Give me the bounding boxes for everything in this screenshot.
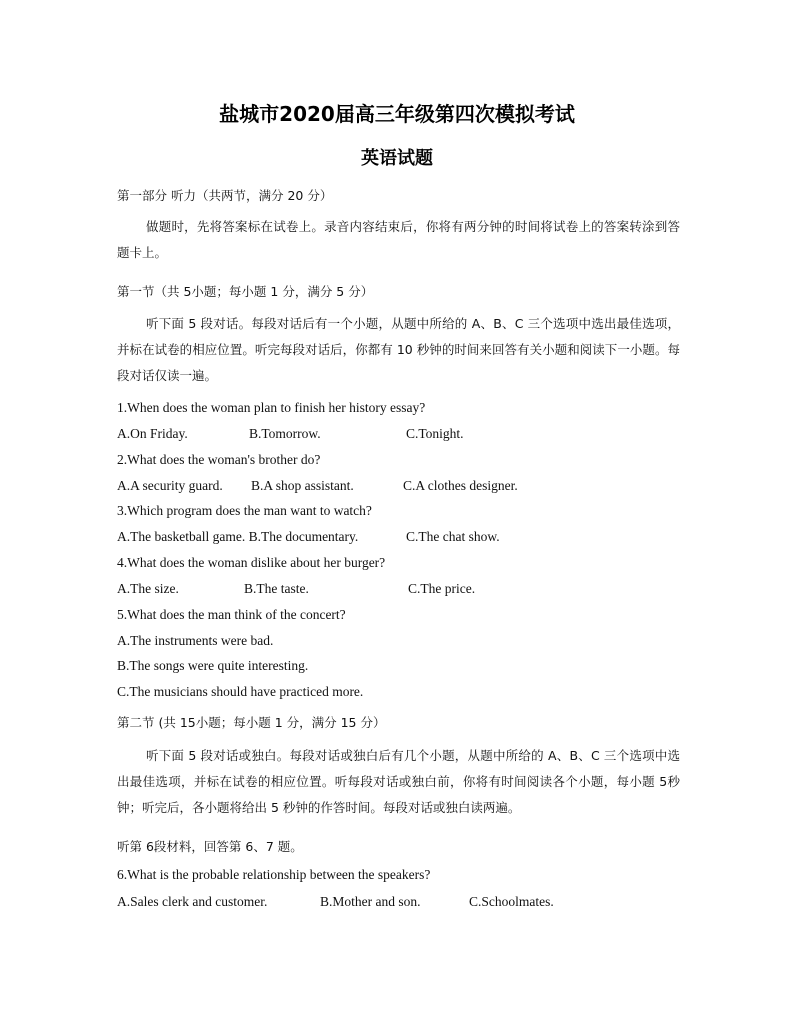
question-2: 2.What does the woman's brother do? bbox=[117, 452, 321, 467]
q5-option-a: A.The instruments were bad. bbox=[117, 633, 274, 648]
part1-heading: 第一部分 听力（共两节，满分 20 分） bbox=[117, 188, 333, 203]
question-4: 4.What does the woman dislike about her burger? bbox=[117, 555, 386, 570]
exam-subtitle: 英语试题 bbox=[361, 148, 433, 169]
question-5: 5.What does the man think of the concert? bbox=[117, 607, 346, 622]
material-6-instruction: 听第 6段材料，回答第 6、7 题。 bbox=[117, 839, 303, 854]
q4-option-c: C.The price. bbox=[408, 581, 476, 596]
question-1: 1.When does the woman plan to finish her history essay? bbox=[117, 400, 426, 415]
q6-option-b: B.Mother and son. bbox=[320, 894, 421, 909]
q6-option-c: C.Schoolmates. bbox=[469, 894, 554, 909]
q1-option-b: B.Tomorrow. bbox=[249, 426, 321, 441]
section1-instruction: 听下面 5 段对话。每段对话后有一个小题，从题中所给的 A、B、C 三个选项中选出最佳选项，并标在试卷的相应位置。听完每段对话后，你都有 10 秒钟的时间来回答有关小题和阅读下一小题。每段对话仅读一遍。 bbox=[117, 316, 680, 383]
part1-instruction: 做题时，先将答案标在试卷上。录音内容结束后，你将有两分钟的时间将试卷上的答案转涂到答题卡上。 bbox=[117, 219, 680, 260]
q1-option-c: C.Tonight. bbox=[406, 426, 464, 441]
section2-heading: 第二节 (共 15小题；每小题 1 分，满分 15 分） bbox=[117, 715, 386, 730]
exam-title: 盐城市2020届高三年级第四次模拟考试 bbox=[219, 102, 575, 126]
q3-options-a-b: A.The basketball game. B.The documentary. bbox=[117, 529, 359, 544]
question-6: 6.What is the probable relationship between the speakers? bbox=[117, 867, 431, 882]
q5-option-c: C.The musicians should have practiced more. bbox=[117, 684, 364, 699]
q4-option-b: B.The taste. bbox=[244, 581, 309, 596]
q5-option-b: B.The songs were quite interesting. bbox=[117, 658, 309, 673]
q1-option-a: A.On Friday. bbox=[117, 426, 188, 441]
q2-option-b: B.A shop assistant. bbox=[251, 478, 354, 493]
q6-option-a: A.Sales clerk and customer. bbox=[117, 894, 268, 909]
section2-instruction: 听下面 5 段对话或独白。每段对话或独白后有几个小题，从题中所给的 A、B、C 三个选项中选出最佳选项，并标在试卷的相应位置。听每段对话或独白前，你将有时间阅读各个小题，每小题 5秒钟；听完后，各小题将给出 5 秒钟的作答时间。每段对话或独白读两遍。 bbox=[117, 748, 680, 815]
section1-heading: 第一节（共 5小题；每小题 1 分，满分 5 分） bbox=[117, 284, 374, 299]
q3-option-c: C.The chat show. bbox=[406, 529, 500, 544]
q2-option-c: C.A clothes designer. bbox=[403, 478, 518, 493]
question-3: 3.Which program does the man want to watch? bbox=[117, 503, 372, 518]
q2-option-a: A.A security guard. bbox=[117, 478, 223, 493]
q4-option-a: A.The size. bbox=[117, 581, 179, 596]
